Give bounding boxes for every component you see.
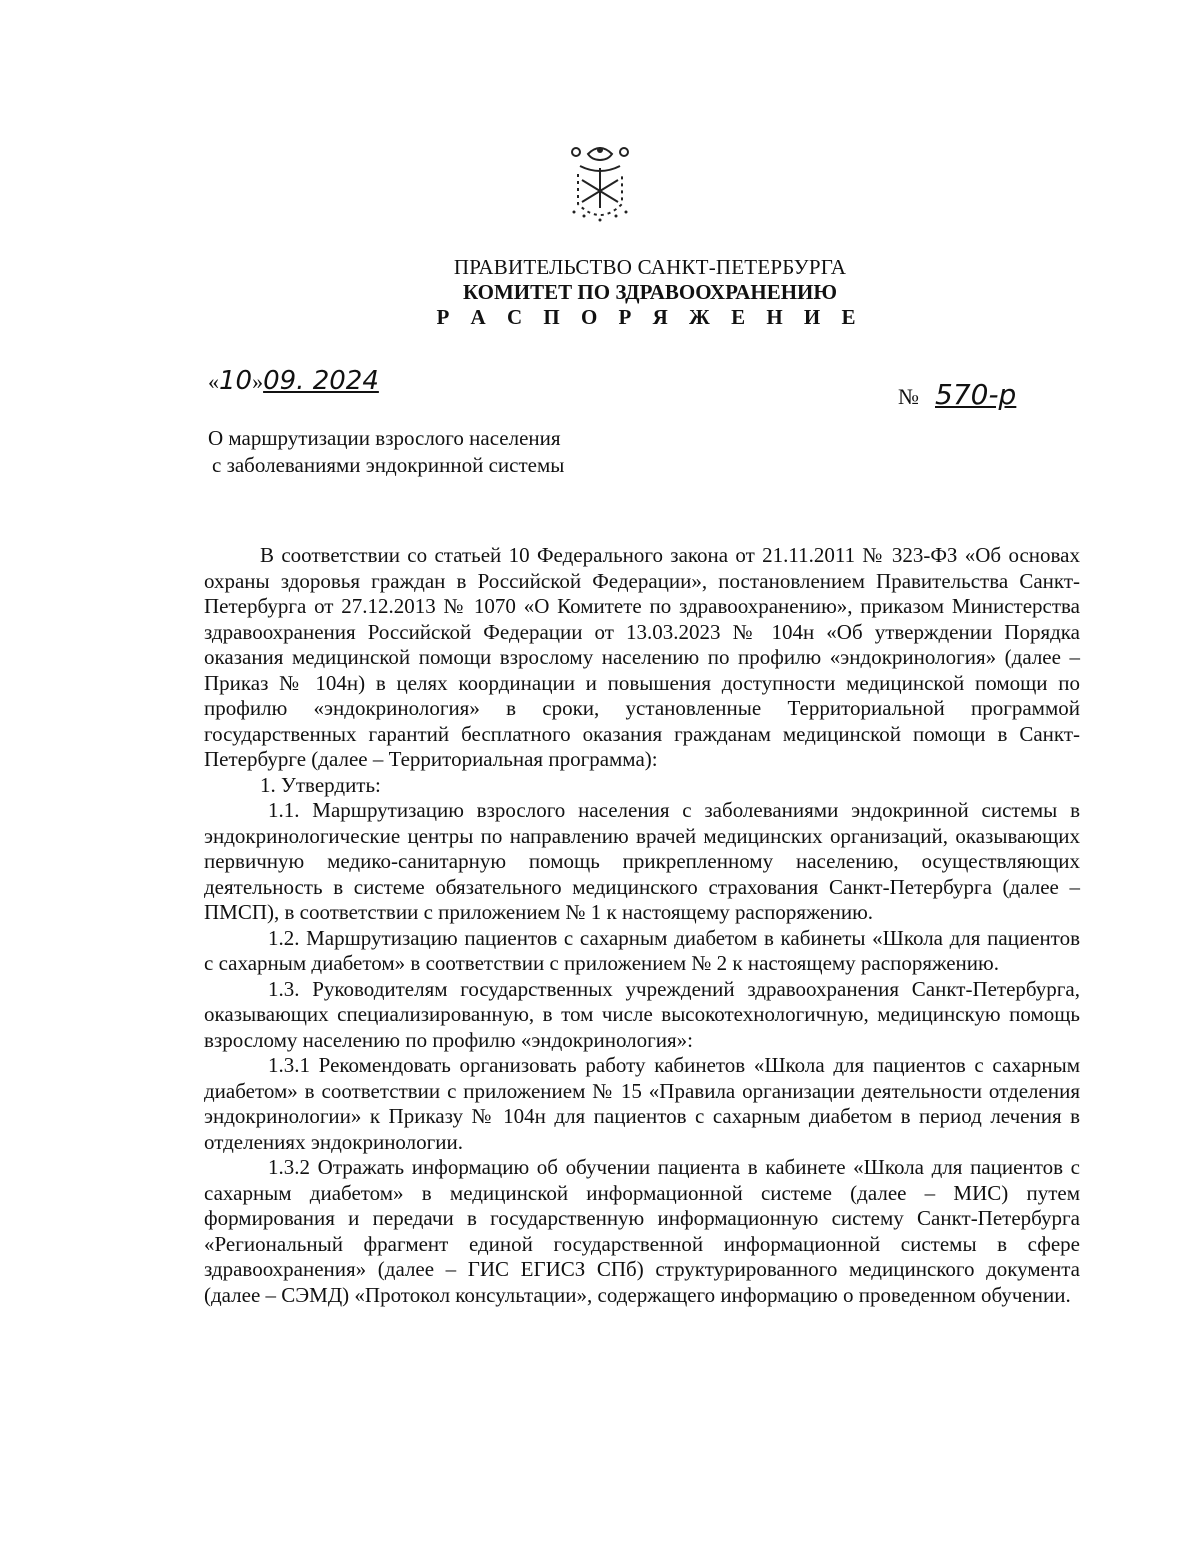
document-body [204, 543, 1080, 1308]
subject-line-1: О маршрутизации взрослого населения [208, 426, 561, 450]
clause-1-3: 1.3. Руководителям государственных учреждений здравоохранения Санкт-Петербурга, оказывающих специализированную, в том числе высокотехнологичную, медицинскую помощь взрослому населению по профилю «эндокринология»: [204, 976, 1080, 1052]
document-number [898, 378, 1016, 411]
date-open-quote: « [208, 369, 219, 394]
preamble-paragraph: В соответствии со статьей 10 Федерального закона от 21.11.2011 № 323-ФЗ «Об основах охраны здоровья граждан в Российской Федерации», постановлением Правительства Санкт-Петербурга от 27.12.2013 № 1070 «О Комитете по здравоохранению», приказом Министерства здравоохранения Российской Федерации от 13.03.2023 № 104н «Об утверждении Порядка оказания медицинской помощи взрослому населению по профилю «эндокринология» (далее – Приказ № 104н) в целях координации и повышения доступности медицинской помощи по профилю «эндокринология» в сроки, установленные Территориальной программой государственных гарантий бесплатного оказания гражданам медицинской помощи в Санкт-Петербурге (далее – Территориальная программа): [204, 543, 1080, 771]
subject-line-2: с заболеваниями эндокринной системы [212, 453, 565, 477]
date-close-quote: » [252, 369, 264, 394]
clause-1-3-2: 1.3.2 Отражать информацию об обучении пациента в кабинете «Школа для пациентов с сахарным диабетом» в медицинской информационной системе (далее – МИС) путем формирования и передачи в государственную информационную систему Санкт-Петербурга «Региональный фрагмент единой государственной информационной системы в сфере здравоохранения» (далее – ГИС ЕГИСЗ СПб) структурированного медицинского документа (далее – СЭМД) «Протокол консультации», содержащего информацию о проведенном обучении. [204, 1155, 1080, 1307]
document-date [208, 366, 379, 396]
clause-1-3-1: 1.3.1 Рекомендовать организовать работу кабинетов «Школа для пациентов с сахарным диабетом» в соответствии с приложением № 15 «Правила организации деятельности отделения эндокринологии» к Приказу № 104н для пациентов с сахарным диабетом в период лечения в отделениях эндокринологии. [204, 1053, 1080, 1154]
number-label: № [898, 384, 919, 409]
coat-of-arms-emblem [560, 140, 640, 230]
government-title: ПРАВИТЕЛЬСТВО САНКТ-ПЕТЕРБУРГА [453, 255, 847, 279]
date-day: 10 [219, 366, 253, 396]
committee-title: КОМИТЕТ ПО ЗДРАВООХРАНЕНИЮ [462, 280, 838, 304]
document-subject [208, 425, 564, 479]
date-month-year: 09. 2024 [263, 366, 379, 396]
clause-1-2: 1.2. Маршрутизацию пациентов с сахарным диабетом в кабинеты «Школа для пациентов с сахарным диабетом» в соответствии с приложением № 2 к настоящему распоряжению. [204, 925, 1080, 975]
clause-1: 1. Утвердить: [260, 772, 381, 797]
number-value: 570-р [935, 378, 1017, 411]
document-header [0, 255, 1200, 330]
document-type: Р А С П О Р Я Ж Е Н И Е [436, 305, 864, 329]
clause-1-1: 1.1. Маршрутизацию взрослого населения с заболеваниями эндокринной системы в эндокринологические центры по направлению врачей медицинских организаций, оказывающих первичную медико-санитарную помощь прикрепленному населению, осуществляющих деятельность в системе обязательного медицинского страхования Санкт-Петербурга (далее – ПМСП), в соответствии с приложением № 1 к настоящему распоряжению. [204, 798, 1080, 924]
